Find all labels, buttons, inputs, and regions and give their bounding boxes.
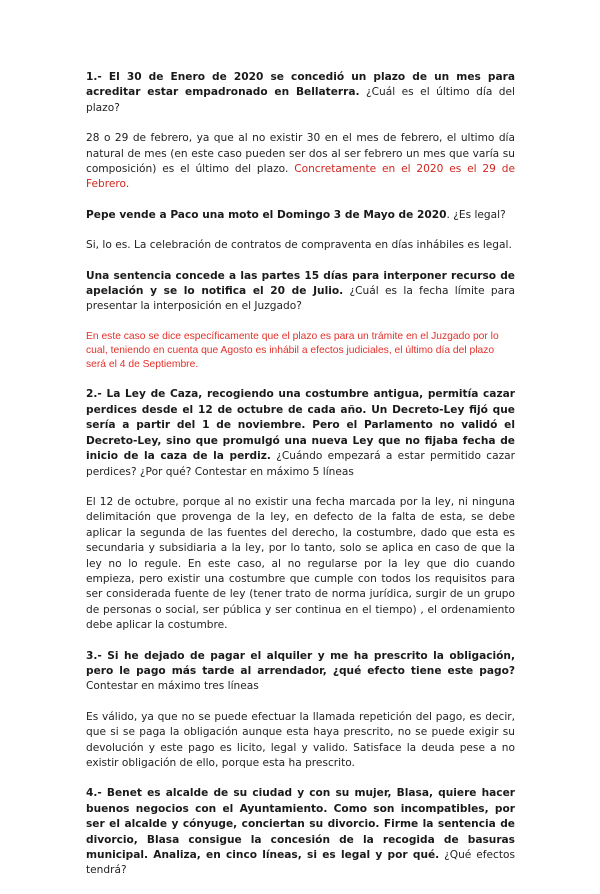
answer-3-note: En este caso se dice específicamente que el plazo es para un trámite en el Juzgado por lo cual, teniendo en cuenta que Agosto es inhábil a efectos judiciales, el último día del plazo será el 4 de Septiembre. xyxy=(86,330,499,371)
question-1-bold: 1.- El 30 de Enero de 2020 se concedió un plazo de un mes para acreditar estar empadronado en Bellaterra. xyxy=(86,71,515,99)
question-5 xyxy=(86,649,515,695)
question-6 xyxy=(86,786,515,878)
question-3-bold: Una sentencia concede a las partes 15 días para interponer recurso de apelación y se lo notifica el 20 de Julio. xyxy=(86,269,515,298)
question-4 xyxy=(86,387,515,479)
question-6-bold: 4.- Benet es alcalde de su ciudad y con su mujer, Blasa, quiere hacer buenos negocios con el Ayuntamiento. Como son incompatibles, por ser el alcalde y cónyuge, conciertan su divorcio. Firme la sentencia de divorcio, Blasa consigue la concesión de la recogida de basuras municipal. Analiza, en cinco líneas, si es legal y por qué. xyxy=(86,787,515,862)
question-1 xyxy=(86,70,515,116)
question-1-text: ¿Cuál es el último día del plazo? xyxy=(86,86,515,114)
question-2-text: . ¿Es legal? xyxy=(446,208,506,221)
answer-4 xyxy=(86,495,515,634)
question-2-bold: Pepe vende a Paco una moto el Domingo 3 de Mayo de 2020 xyxy=(86,208,447,221)
question-3 xyxy=(86,269,515,315)
answer-2-text: Si, lo es. La celebración de contratos de compraventa en días inhábiles es legal. xyxy=(86,239,512,252)
question-6-text: ¿Qué efectos tendrá? xyxy=(86,849,516,877)
question-3-text: ¿Cuál es la fecha límite para presentar la interposición en el Juzgado? xyxy=(86,285,515,313)
answer-1 xyxy=(86,131,515,193)
document-body xyxy=(86,70,515,894)
question-5-bold: 3.- Si he dejado de pagar el alquiler y me ha prescrito la obligación, pero le pago más tarde al arrendador, ¿qué efecto tiene este pago? xyxy=(86,649,515,677)
answer-4-text: El 12 de octubre, porque al no existir una fecha marcada por la ley, ni ninguna delimitación que provenga de la ley, en defecto de la falta de esta, se debe aplicar la segunda de las fuentes del derecho, la costumbre, dado que esta es secundaria y subsidiaria a la ley, por lo tanto, solo se aplica en caso de que la ley no lo regule. En este caso, al no regularse por la ley que dio cuando empieza, pero existir una costumbre que cumple con todos los requisitos para ser considerada fuente de ley (tener trato de norma jurídica, surgir de un grupo de personas o social, ser pública y ser continua en el tiempo) , el ordenamiento debe aplicar la costumbre. xyxy=(86,495,515,632)
answer-1-text: 28 o 29 de febrero, ya que al no existir 30 en el mes de febrero, el ultimo día natural de mes (en este caso pueden ser dos al ser febrero un mes que varía su composición) es el último del plazo. xyxy=(86,132,515,176)
question-4-text: ¿Cuándo empezará a estar permitido cazar perdices? ¿Por qué? Contestar en máximo 5 líneas xyxy=(86,450,516,478)
answer-2 xyxy=(86,238,515,253)
answer-1-highlight: Concretamente en el 2020 es el 29 de Febrero. xyxy=(86,163,516,191)
answer-5 xyxy=(86,710,515,772)
answer-5-text: Es válido, ya que no se puede efectuar la llamada repetición del pago, es decir, que si se paga la obligación aunque esta haya prescrito, no se puede exigir su devolución y este pago es licito, legal y valido. Satisface la deuda pese a no existir obligación de ello, porque esta ha prescrito. xyxy=(86,710,515,770)
question-2 xyxy=(86,208,515,223)
question-5-text: Contestar en máximo tres líneas xyxy=(86,680,259,693)
question-4-bold: 2.- La Ley de Caza, recogiendo una costumbre antigua, permitía cazar perdices desde el 12 de octubre de cada año. Un Decreto-Ley fijó que sería a partir del 1 de noviembre. Pero el Parlamento no validó el Decreto-Ley, sino que promulgó una nueva Ley que no fijaba fecha de inicio de la caza de la perdiz. xyxy=(86,388,515,463)
